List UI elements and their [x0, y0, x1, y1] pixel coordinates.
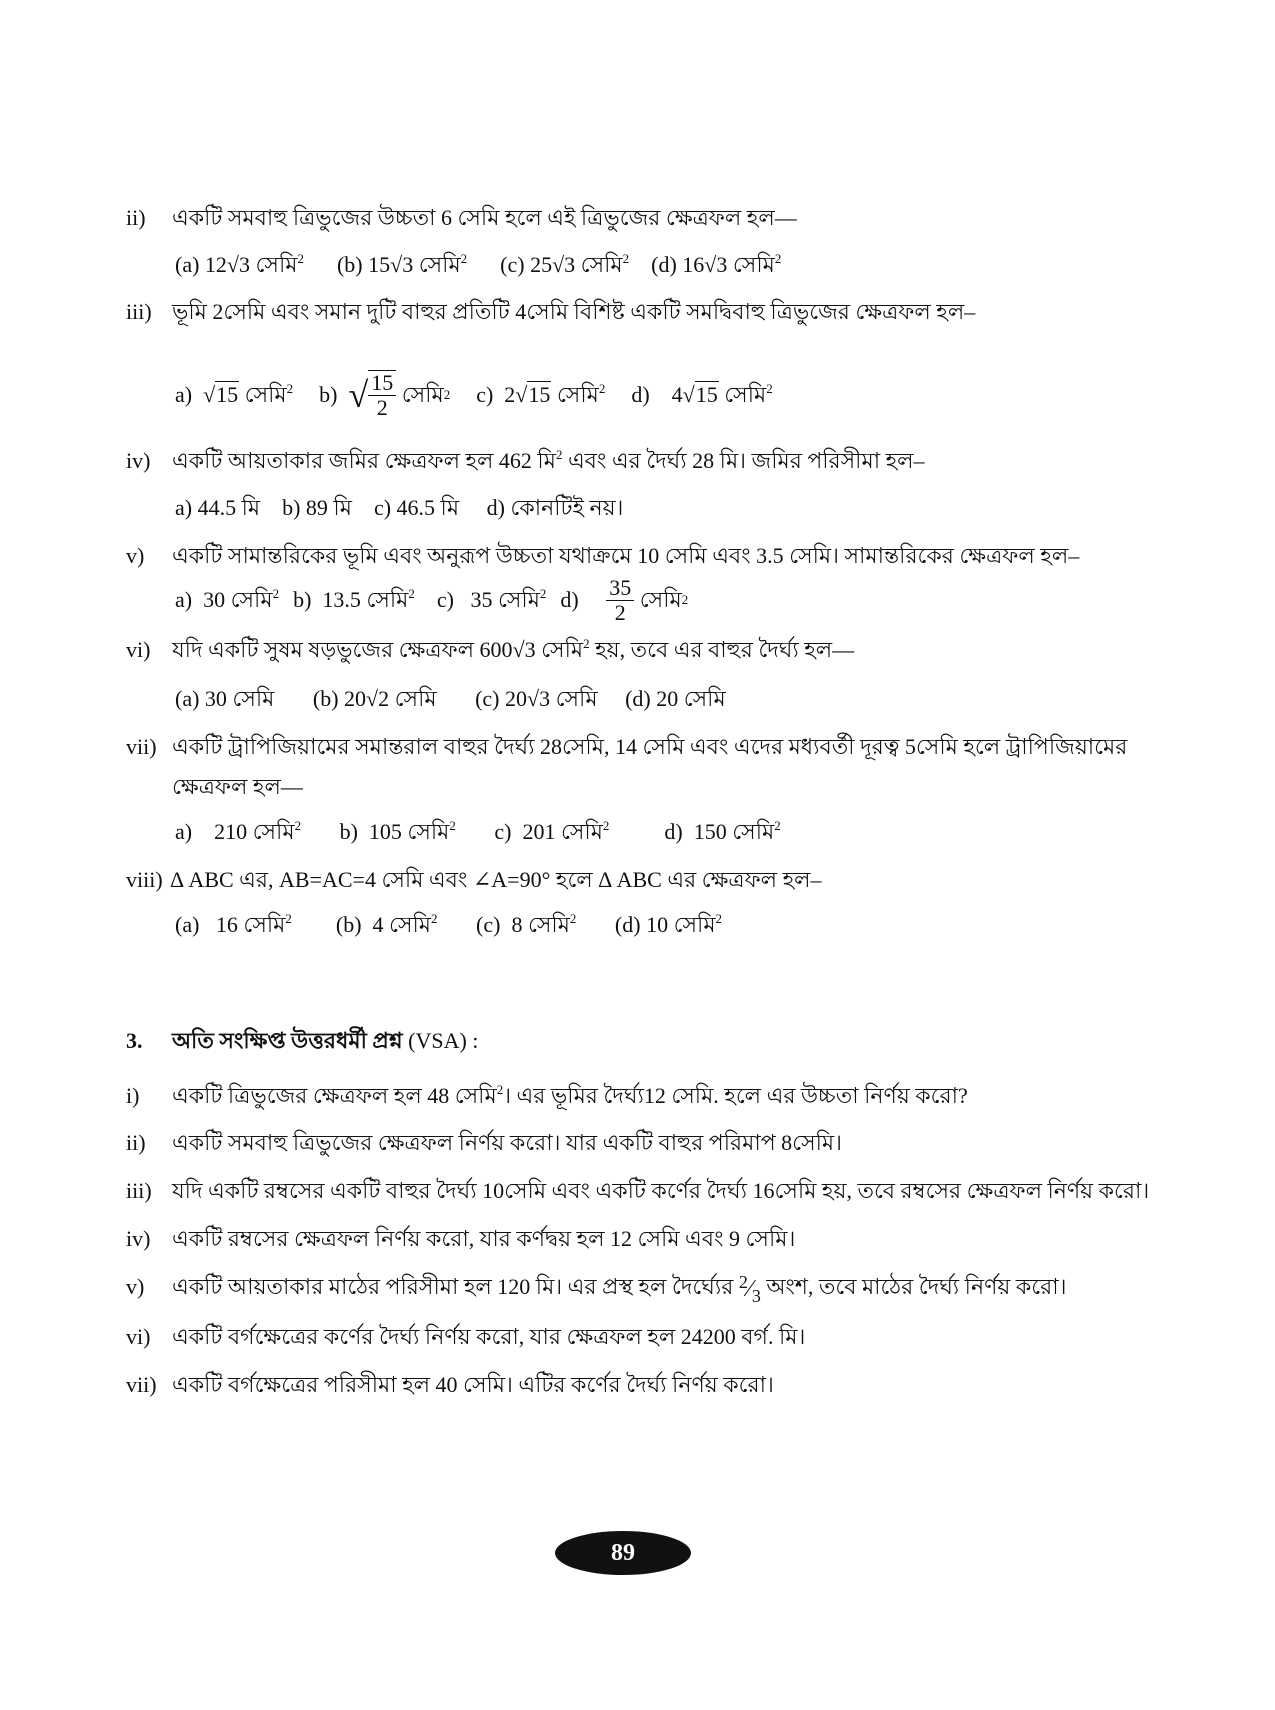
fraction: $\frac{35}{2}$ [606, 576, 634, 625]
option-c: (c) 20√3 সেমি [475, 686, 598, 711]
question-number: v) [126, 1274, 145, 1299]
question-number: vii) [126, 734, 157, 759]
question-text: একটি সমবাহু ত্রিভুজের উচ্চতা 6 সেমি হলে এই ত্রিভুজের ক্ষেত্রফল হল— [172, 205, 797, 230]
question-text: একটি ট্রাপিজিয়ামের সমান্তরাল বাহুর দৈর্ঘ্য 28সেমি, 14 সেমি এবং এদের মধ্যবর্তী দূরত্ব 5সেমি হলে ট্রাপিজিয়ামের [172, 734, 1128, 759]
option-a: (a) 30 সেমি [175, 686, 275, 711]
question-text: একটি সমবাহু ত্রিভুজের ক্ষেত্রফল নির্ণয় করো। যার একটি বাহুর পরিমাপ 8সেমি। [172, 1130, 842, 1155]
option-c: (c) 8 সেমি$^2$ [476, 911, 577, 937]
option-d: d) কোনটিই নয়। [486, 495, 624, 520]
question-number: vi) [126, 637, 151, 662]
option-a: a) √15 সেমি$^2$ [175, 381, 294, 407]
option-list [175, 684, 726, 714]
question-number: iii) [126, 1178, 152, 1203]
question-text: একটি ত্রিভুজের ক্ষেত্রফল হল 48 সেমি$^2$। এর ভূমির দৈর্ঘ্য12 সেমি. হলে এর উচ্চতা নির্ণয় করো? [172, 1082, 968, 1108]
option-c: c) 35 সেমি$^2$ [436, 586, 547, 612]
option-a: a) 210 সেমি$^2$ [175, 818, 302, 844]
option-d: d) $\frac{35}{2}$ সেমি 2 [560, 574, 689, 625]
option-a: a) 44.5 মি [175, 495, 261, 520]
option-a: a) 30 সেমি$^2$ [175, 586, 280, 612]
radicand: 15 [216, 382, 239, 407]
page-number: 89 [555, 1531, 691, 1575]
question-number: vii) [126, 1372, 157, 1397]
question-text: একটি বর্গক্ষেত্রের কর্ণের দৈর্ঘ্য নির্ণয় করো, যার ক্ষেত্রফল হল 24200 বর্গ. মি। [172, 1324, 806, 1349]
slanted-fraction: $^2⁄_3$ [738, 1272, 761, 1306]
question-number: vi) [126, 1324, 151, 1349]
option-d: (d) 10 সেমি$^2$ [614, 911, 723, 937]
option-list [175, 910, 722, 940]
option-b: b) 105 সেমি$^2$ [339, 818, 456, 844]
option-d: (d) 20 সেমি [625, 686, 726, 711]
question-number: v) [126, 543, 145, 568]
question-number: iv) [126, 448, 151, 473]
option-d: d) 4√15 সেমি$^2$ [631, 381, 773, 407]
option-list [175, 370, 773, 420]
option-a: (a) 16 সেমি$^2$ [175, 911, 292, 937]
question-text: একটি আয়তাকার মাঠের পরিসীমা হল 120 মি। এর প্রস্থ হল দৈর্ঘ্যের $^2⁄_3$ অংশ, তবে মাঠের দৈর্ঘ্য নির্ণয় করো। [172, 1272, 1067, 1306]
question-text: একটি আয়তাকার জমির ক্ষেত্রফল হল 462 মি$^2$ এবং এর দৈর্ঘ্য 28 মি। জমির পরিসীমা হল– [172, 447, 925, 473]
option-b: (b) 4 সেমি$^2$ [335, 911, 438, 937]
option-b: (b) 20√2 সেমি [312, 686, 437, 711]
option-a: (a) 12√3 সেমি$^2$ [175, 251, 304, 277]
question-text: যদি একটি রম্বসের একটি বাহুর দৈর্ঘ্য 10সেমি এবং একটি কর্ণের দৈর্ঘ্য 16সেমি হয়, তবে রম্বসের ক্ষেত্রফল নির্ণয় করো। [172, 1178, 1150, 1203]
section-title: অতি সংক্ষিপ্ত উত্তরধর্মী প্রশ্ন (VSA) : [172, 1028, 479, 1053]
question-text: একটি রম্বসের ক্ষেত্রফল নির্ণয় করো, যার কর্ণদ্বয় হল 12 সেমি এবং 9 সেমি। [172, 1226, 796, 1251]
question-text: Δ ABC এর, AB=AC=4 সেমি এবং ∠A=90° হলে Δ ABC এর ক্ষেত্রফল হল– [170, 867, 822, 892]
option-b: b) 89 মি [282, 495, 352, 520]
radicand: 15 [528, 382, 551, 407]
question-number: viii) [126, 867, 163, 892]
option-d: d) 150 সেমি$^2$ [664, 818, 781, 844]
option-list [175, 250, 781, 280]
option-list [175, 493, 623, 523]
question-number: iv) [126, 1226, 151, 1251]
option-b: (b) 15√3 সেমি$^2$ [336, 251, 468, 277]
question-text: একটি বর্গক্ষেত্রের পরিসীমা হল 40 সেমি। এটির কর্ণের দৈর্ঘ্য নির্ণয় করো। [172, 1372, 774, 1397]
question-number: ii) [126, 205, 146, 230]
question-number: i) [126, 1083, 140, 1108]
option-c: c) 46.5 মি [373, 495, 460, 520]
option-list [175, 572, 688, 628]
question-text-cont: ক্ষেত্রফল হল— [172, 774, 303, 799]
option-list [175, 817, 781, 847]
section-number: 3. [126, 1028, 143, 1053]
fraction: $\frac{15}{2}$ [368, 370, 396, 420]
option-b: b) 13.5 সেমি$^2$ [293, 586, 415, 612]
question-text: ভূমি 2সেমি এবং সমান দুটি বাহুর প্রতিটি 4সেমি বিশিষ্ট একটি সমদ্বিবাহু ত্রিভুজের ক্ষেত্রফল হল– [172, 299, 976, 324]
option-c: c) 2√15 সেমি$^2$ [476, 381, 606, 407]
option-b: b) √ $\frac{15}{2}$ সেমি 2 [319, 370, 451, 420]
option-c: (c) 25√3 সেমি$^2$ [500, 251, 630, 277]
option-d: (d) 16√3 সেমি$^2$ [651, 251, 782, 277]
question-text: যদি একটি সুষম ষড়ভুজের ক্ষেত্রফল 600√3 সেমি$^2$ হয়, তবে এর বাহুর দৈর্ঘ্য হল— [172, 636, 855, 662]
option-c: c) 201 সেমি$^2$ [494, 818, 610, 844]
question-text: একটি সামান্তরিকের ভূমি এবং অনুরূপ উচ্চতা যথাক্রমে 10 সেমি এবং 3.5 সেমি। সামান্তরিকের ক্ষেত্রফল হল– [172, 543, 1080, 568]
radicand: 15 [695, 382, 718, 407]
question-number: iii) [126, 299, 152, 324]
question-number: ii) [126, 1130, 146, 1155]
